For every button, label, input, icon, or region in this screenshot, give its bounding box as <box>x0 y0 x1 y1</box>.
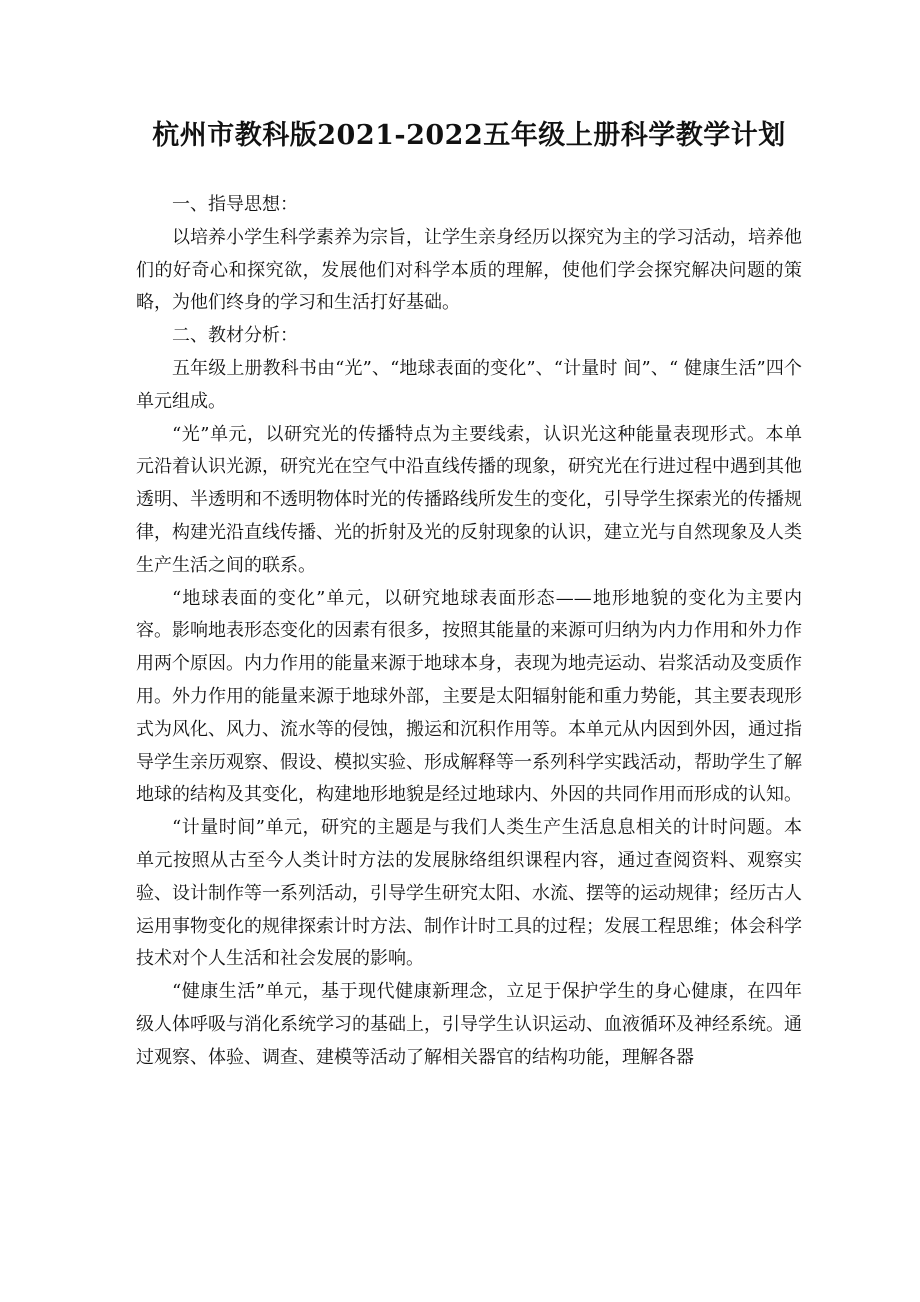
paragraph-guiding-ideology: 以培养小学生科学素养为宗旨，让学生亲身经历以探究为主的学习活动，培养他们的好奇心和探究欲，发展他们对科学本质的理解，使他们学会探究解决问题的策略，为他们终身的学习和生活打好基础。 <box>136 226 802 314</box>
paragraph-earth-surface-unit: “地球表面的变化”单元，以研究地球表面形态——地形地貌的变化为主要内容。影响地表形态变化的因素有很多，按照其能量的来源可归纳为内力作用和外力作用两个原因。内力作用的能量来源于地球本身，表现为地壳运动、岩浆活动及变质作用。外力作用的能量来源于地球外部，主要是太阳辐射能和重力势能，其主要表现形式为风化、风力、流水等的侵蚀，搬运和沉积作用等。本单元从内因到外因，通过指导学生亲历观察、假设、模拟实验、形成解释等一系列科学实践活动，帮助学生了解地球的结构及其变化，构建地形地貌是经过地球内、外因的共同作用而形成的认知。 <box>136 587 802 806</box>
paragraph-light-unit: “光”单元，以研究光的传播特点为主要线索，认识光这种能量表现形式。本单元沿着认识光源，研究光在空气中沿直线传播的现象，研究光在行进过程中遇到其他透明、半透明和不透明物体时光的传播路线所发生的变化，引导学生探索光的传播规律，构建光沿直线传播、光的折射及光的反射现象的认识，建立光与自然现象及人类生产生活之间的联系。 <box>136 423 802 576</box>
section-heading-textbook-analysis: 二、教材分析： <box>172 325 298 347</box>
document-title: 杭州市教科版2021-2022五年级上册科学教学计划 <box>152 120 786 151</box>
paragraph-time-measurement-unit: “计量时间”单元，研究的主题是与我们人类生产生活息息相关的计时问题。本单元按照从古至今人类计时方法的发展脉络组织课程内容，通过查阅资料、观察实验、设计制作等一系列活动，引导学生研究太阳、水流、摆等的运动规律；经历古人运用事物变化的规律探索计时方法、制作计时工具的过程；发展工程思维；体会科学技术对个人生活和社会发展的影响。 <box>136 817 802 970</box>
section-heading-guiding-ideology: 一、指导思想： <box>172 194 298 215</box>
paragraph-units-overview: 五年级上册教科书由“光”、“地球表面的变化”、“计量时 间”、“ 健康生活”四个单元组成。 <box>136 357 802 412</box>
paragraph-healthy-life-unit: “健康生活”单元，基于现代健康新理念，立足于保护学生的身心健康，在四年级人体呼吸与消化系统学习的基础上，引导学生认识运动、血液循环及神经系统。通过观察、体验、调查、建模等活动了解相关器官的结构功能，理解各器 <box>136 981 802 1068</box>
